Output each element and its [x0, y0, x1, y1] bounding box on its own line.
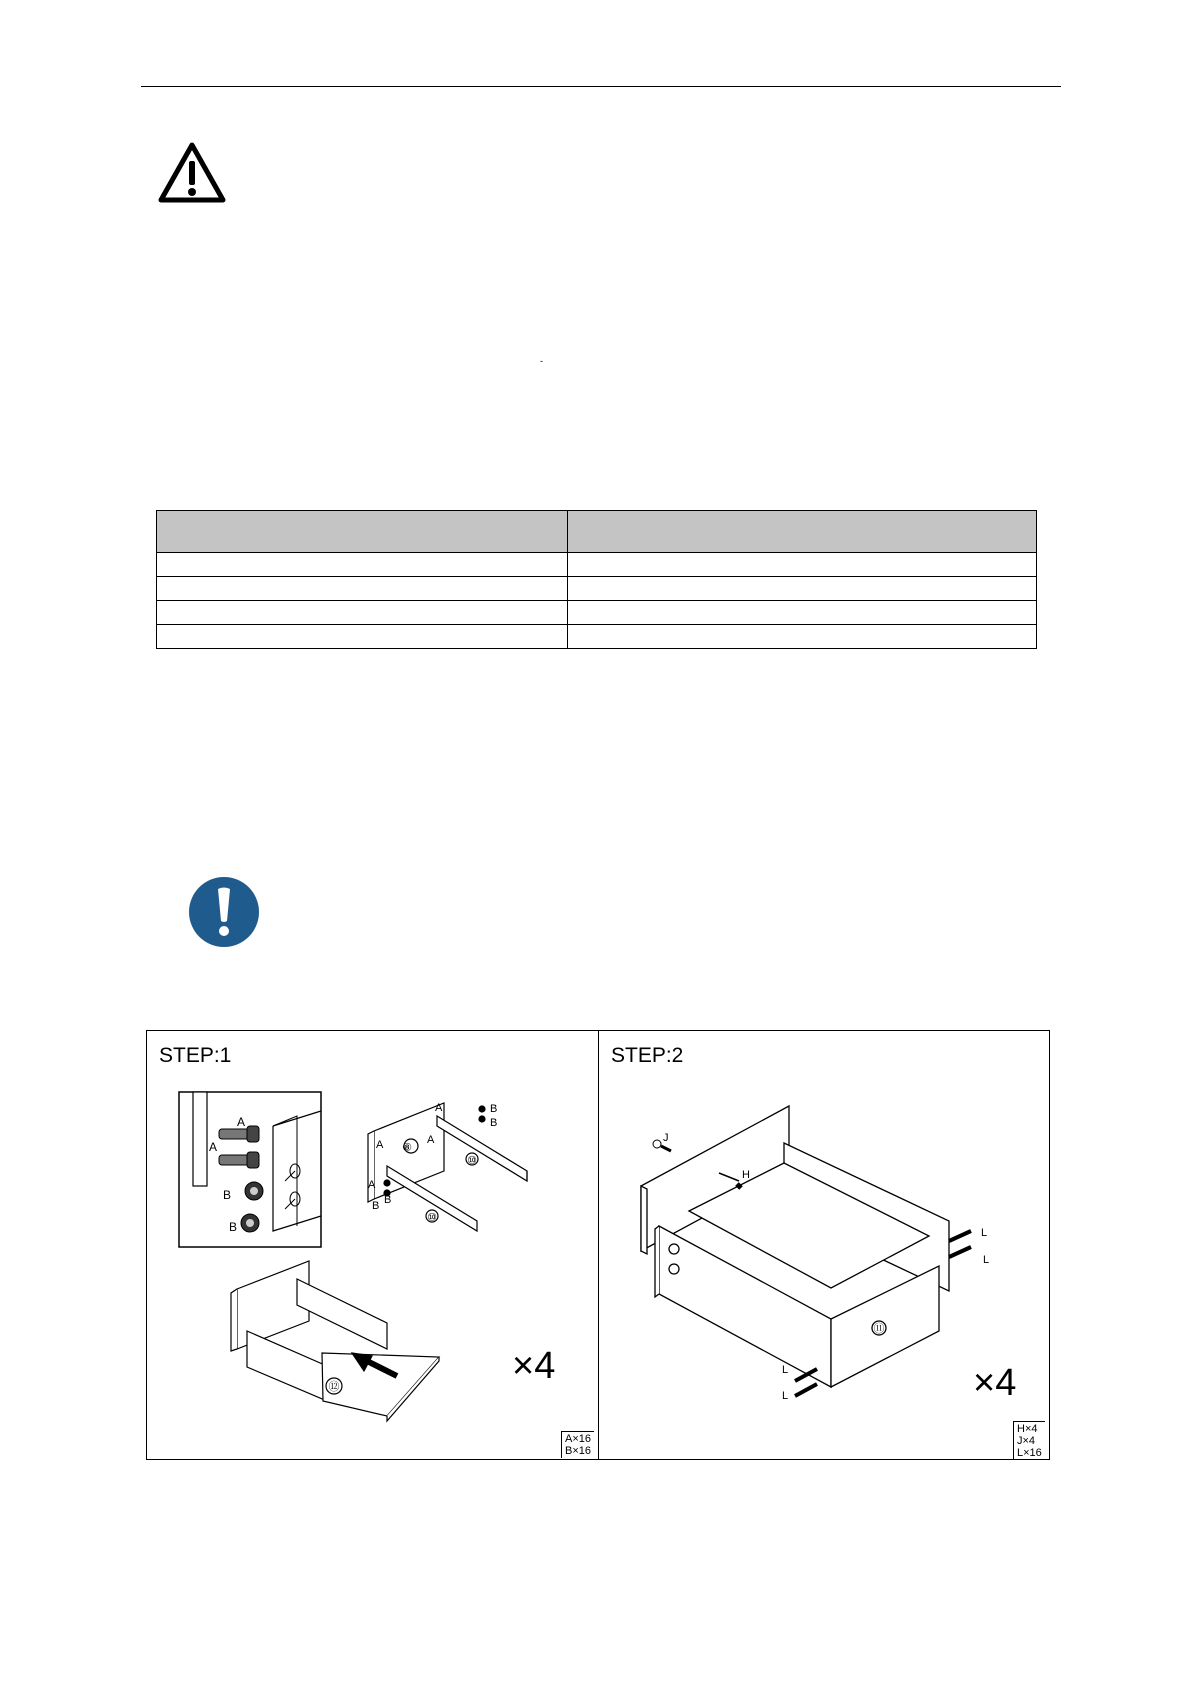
table-row — [157, 625, 1037, 649]
part-number: ⑧ — [402, 1142, 412, 1154]
part-label: A — [209, 1140, 218, 1154]
part-label: J — [663, 1132, 669, 1144]
assembly-steps-panel — [146, 1030, 1050, 1460]
table-cell — [157, 577, 568, 601]
step-1-exploded-view — [368, 1103, 527, 1231]
part-label: B — [490, 1117, 498, 1129]
table-cell — [568, 577, 1037, 601]
table-header-cell — [568, 511, 1037, 553]
hardware-count-line: H×4 — [1017, 1423, 1038, 1435]
part-label: L — [782, 1364, 789, 1376]
step-2-drawer-box — [641, 1106, 949, 1387]
part-label: B — [490, 1103, 498, 1115]
part-label: A — [427, 1134, 435, 1146]
step-2-hardware-count — [1013, 1421, 1045, 1460]
step-1-title: STEP:1 — [159, 1044, 232, 1067]
step-2-multiplier: ×4 — [973, 1362, 1017, 1404]
stray-mark: - — [540, 356, 543, 366]
table-header-row — [157, 511, 1037, 553]
table-row — [157, 601, 1037, 625]
specification-table — [156, 510, 1037, 649]
part-label: B — [223, 1188, 232, 1202]
header-rule — [141, 86, 1061, 87]
table-header-cell — [157, 511, 568, 553]
table-cell — [157, 601, 568, 625]
table-cell — [568, 601, 1037, 625]
hardware-count-line: J×4 — [1017, 1435, 1036, 1447]
table-row — [157, 553, 1037, 577]
part-label: B — [372, 1200, 380, 1212]
step-1-drawer-view — [231, 1261, 439, 1421]
table-cell — [157, 625, 568, 649]
hardware-count-line: B×16 — [565, 1445, 591, 1457]
part-number: ⑩ — [467, 1155, 477, 1167]
step-1-detail-inset — [179, 1092, 321, 1247]
part-label: B — [229, 1220, 238, 1234]
hardware-count-line: L×16 — [1017, 1447, 1042, 1459]
part-label: B — [384, 1194, 392, 1206]
part-label: A — [376, 1139, 384, 1151]
step-1-hardware-count — [561, 1431, 594, 1458]
table-cell — [568, 625, 1037, 649]
table-cell — [568, 553, 1037, 577]
table-row — [157, 577, 1037, 601]
part-label: H — [742, 1169, 750, 1181]
part-label: L — [981, 1227, 988, 1239]
part-label: L — [983, 1254, 990, 1266]
part-label: A — [435, 1102, 443, 1114]
part-label: L — [782, 1390, 789, 1402]
part-number: ⑪ — [873, 1323, 885, 1335]
step-1-multiplier: ×4 — [512, 1345, 556, 1387]
step-2-title: STEP:2 — [611, 1044, 684, 1067]
exclamation-circle-icon — [188, 876, 260, 948]
part-label: A — [237, 1115, 246, 1129]
step-1-illustration — [147, 1031, 598, 1459]
table-cell — [157, 553, 568, 577]
part-number: ⑫ — [328, 1381, 340, 1393]
warning-triangle-icon — [158, 142, 226, 204]
part-number: ⑩ — [427, 1212, 437, 1224]
part-label: A — [368, 1179, 376, 1191]
hardware-count-line: A×16 — [565, 1433, 591, 1445]
